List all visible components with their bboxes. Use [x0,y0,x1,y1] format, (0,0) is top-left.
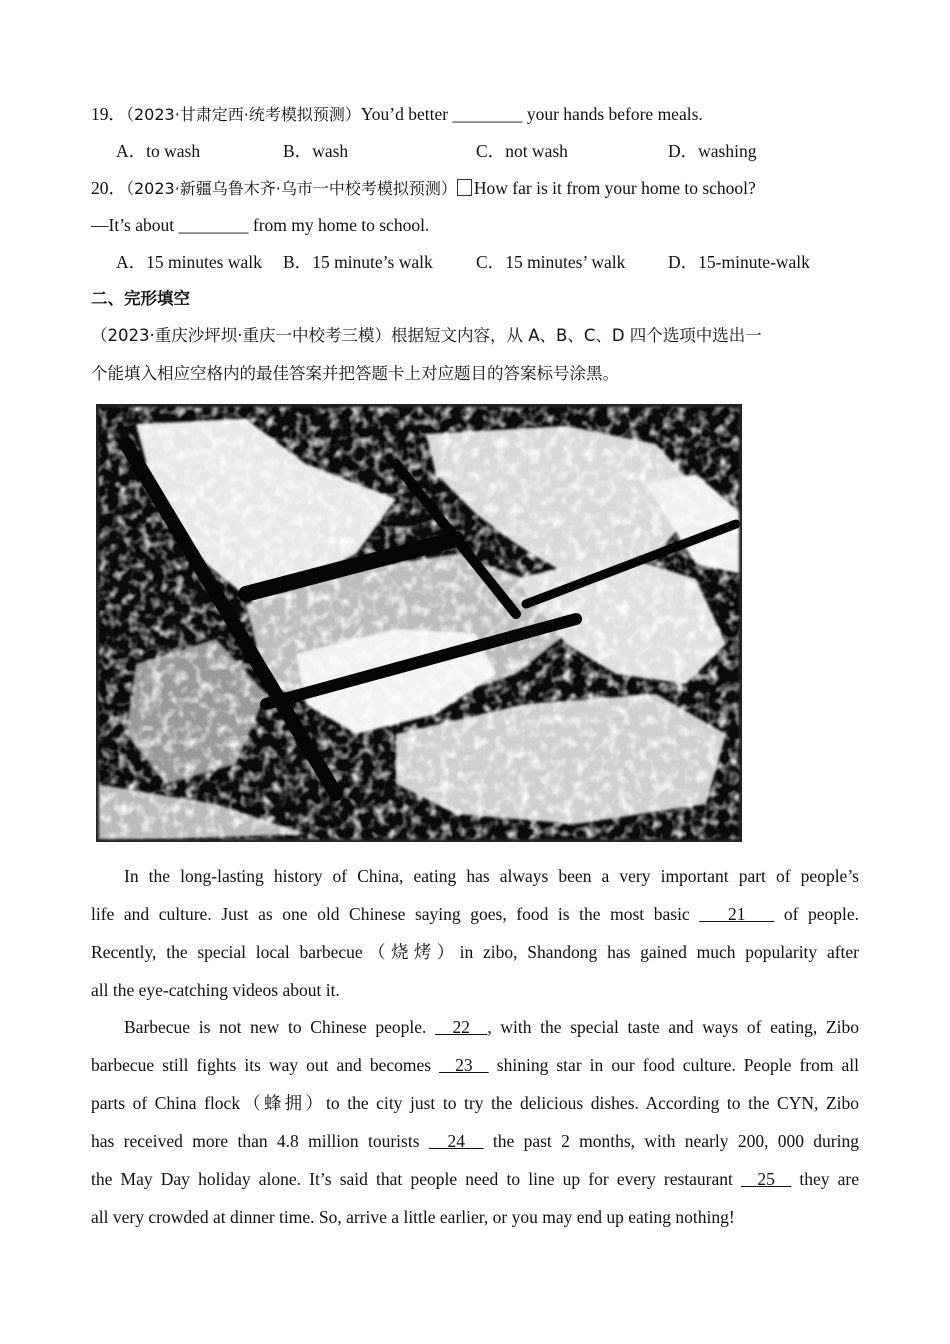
option-text: not wash [505,141,568,161]
option-text: washing [698,141,757,161]
blank-23[interactable]: 23 [439,1055,489,1075]
p2-line4-end: the past 2 months, with nearly 200, 000 during [483,1131,859,1151]
question-19 [91,102,859,127]
barbecue-illustration [96,404,742,842]
option-text: 15 minutes’ walk [505,252,626,272]
q20-blank: ________ [178,215,249,235]
option-text: wash [312,141,349,161]
option-text: to wash [146,141,201,161]
q19-option-a[interactable] [116,139,200,163]
p2-line6: all very crowded at dinner time. So, arrive a little earlier, or you may end up eating nothing! [91,1207,735,1227]
p1-line2-end: of people. [774,904,860,924]
section-instruction-line2: 个能填入相应空格内的最佳答案并把答题卡上对应题目的答案标号涂黑。 [91,364,619,383]
passage-paragraph-1 [91,857,859,1009]
q19-option-b[interactable] [283,139,348,163]
q19-blank: ________ [452,104,523,124]
option-letter: D． [668,252,699,272]
p2-line5-start: the May Day holiday alone. It’s said that people need to line up for every restaurant [91,1169,742,1189]
p1-line1: In the long-lasting history of China, eating has always been a very important part of people’s [124,866,859,886]
q20-source: （2023·新疆乌鲁木齐·乌市一中校考模拟预测） [126,179,457,198]
q19-option-d[interactable] [668,139,756,163]
question-20 [91,176,859,201]
option-text: 15-minute-walk [698,252,810,272]
option-letter: D． [668,141,699,161]
q20-number: 20． [91,178,126,198]
p1-line4: all the eye-catching videos about it. [91,980,340,1000]
blank-25[interactable]: 25 [741,1169,792,1189]
q19-option-c[interactable] [476,139,568,163]
q19-source: （2023·甘肃定西·统考模拟预测） [126,105,361,124]
section-instruction-line1: （2023·重庆沙坪坝·重庆一中校考三模）根据短文内容，从 A、B、C、D 四个选项中选出一 [91,326,762,345]
p1-line3: Recently, the special local barbecue（烧烤）in zibo, Shandong has gained much popularity after [91,942,859,962]
option-letter: A． [116,141,147,161]
q20-stem-after: from my home to school. [248,215,430,235]
p2-line1-start: Barbecue is not new to Chinese people. [124,1017,436,1037]
option-letter: C． [476,252,506,272]
p2-line4 [91,1122,859,1160]
section-heading: 二、完形填空 [91,289,190,308]
option-letter: C． [476,141,506,161]
p1-line2 [91,895,859,933]
q20-option-a[interactable] [116,250,262,274]
q19-number: 19． [91,104,126,124]
p2-line1-end: , with the special taste and ways of eating, Zibo [487,1017,860,1037]
option-letter: B． [283,141,313,161]
p2-line2-start: barbecue still fights its way out and becomes [91,1055,440,1075]
p2-line4-start: has received more than 4.8 million tourists [91,1131,429,1151]
passage-paragraph-2 [91,1008,859,1236]
blank-21[interactable]: 21 [699,904,775,924]
p2-line2 [91,1046,859,1084]
dialog-box-icon [457,179,472,196]
q19-stem-before: You’d better [360,104,453,124]
p1-line2-start: life and culture. Just as one old Chinese saying goes, food is the most basic [91,904,700,924]
option-letter: A． [116,252,147,272]
blank-24[interactable]: 24 [428,1131,484,1151]
q20-stem-before: —It’s about [91,215,179,235]
q20-stem-line1: How far is it from your home to school? [473,178,756,198]
blank-22[interactable]: 22 [435,1017,488,1037]
p2-line2-end: shining star in our food culture. People from all [488,1055,860,1075]
p2-line5 [91,1160,859,1198]
q20-stem-line2 [91,213,859,237]
option-letter: B． [283,252,313,272]
q19-stem-after: your hands before meals. [522,104,703,124]
option-text: 15 minutes walk [146,252,262,272]
option-text: 15 minute’s walk [312,252,433,272]
p2-line3: parts of China flock（蜂拥）to the city just to try the delicious dishes. According to the CYN, Zibo [91,1093,859,1113]
q20-option-c[interactable] [476,250,625,274]
p2-line1 [91,1008,859,1046]
q20-option-d[interactable] [668,250,810,274]
q20-option-b[interactable] [283,250,433,274]
p2-line5-end: they are [791,1169,860,1189]
